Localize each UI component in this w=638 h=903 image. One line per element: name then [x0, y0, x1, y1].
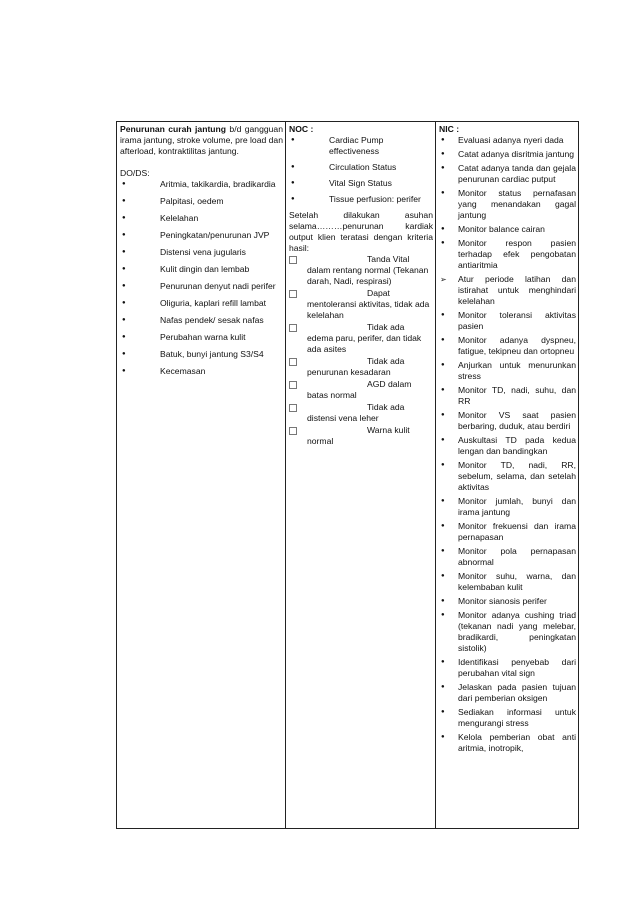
- nic-intervention-item: ● Catat adanya tanda dan gejala penurunan cardiac putput: [439, 163, 576, 185]
- noc-criteria-item: [289, 254, 433, 287]
- dods-label: DO/DS:: [120, 168, 150, 178]
- noc-outcome-item: ● Vital Sign Status: [289, 178, 433, 189]
- care-plan-row: [117, 122, 579, 829]
- nic-intervention-item: ● Monitor toleransi aktivitas pasien: [439, 310, 576, 332]
- noc-criteria-item: [289, 379, 433, 401]
- diagnosis-description: b/d gangguan irama jantung, stroke volume, pre load dan afterload, kontraktilitas jantung.: [120, 124, 283, 156]
- sign-item: ● Kulit dingin dan lembab: [120, 264, 283, 275]
- noc-outcome-item: ● Cardiac Pump effectiveness: [289, 135, 433, 157]
- nic-intervention-item: ● Catat adanya disritmia jantung: [439, 149, 576, 160]
- nic-intervention-item: ● Monitor TD, nadi, RR, sebelum, selama, dan setelah aktivitas: [439, 460, 576, 493]
- nic-intervention-item: ➢ Atur periode latihan dan istirahat untuk menghindari kelelahan: [439, 274, 576, 307]
- sign-item: ● Kelelahan: [120, 213, 283, 224]
- noc-criteria-item: [289, 425, 433, 447]
- nic-intervention-item: ● Monitor jumlah, bunyi dan irama jantung: [439, 496, 576, 518]
- nic-intervention-item: ● Monitor pola pernapasan abnormal: [439, 546, 576, 568]
- nic-intervention-item: ● Monitor adanya cushing triad (tekanan nadi yang melebar, bradikardi, peningkatan sistolik): [439, 610, 576, 654]
- noc-label: NOC :: [289, 124, 314, 134]
- checkbox-square-icon: [289, 427, 297, 435]
- nic-intervention-item: ● Anjurkan untuk menurunkan stress: [439, 360, 576, 382]
- sign-item: ● Aritmia, takikardia, bradikardia: [120, 179, 283, 190]
- nic-intervention-item: ● Auskultasi TD pada kedua lengan dan bandingkan: [439, 435, 576, 457]
- nic-intervention-list: [439, 135, 576, 754]
- noc-criteria-list: [289, 254, 433, 447]
- sign-item: ● Nafas pendek/ sesak nafas: [120, 315, 283, 326]
- noc-criteria-text: Dapat mentoleransi aktivitas, tidak ada kelelahan: [307, 288, 430, 320]
- noc-criteria-item: [289, 322, 433, 355]
- noc-cell: [286, 122, 436, 829]
- signs-list: [120, 179, 283, 377]
- sign-item: ● Distensi vena jugularis: [120, 247, 283, 258]
- checkbox-square-icon: [289, 381, 297, 389]
- noc-outcome-item: ● Circulation Status: [289, 162, 433, 173]
- sign-item: ● Batuk, bunyi jantung S3/S4: [120, 349, 283, 360]
- nic-intervention-item: ● Monitor adanya dyspneu, fatigue, tekipneu dan ortopneu: [439, 335, 576, 357]
- nic-intervention-item: ● Identifikasi penyebab dari perubahan vital sign: [439, 657, 576, 679]
- care-plan-table: [116, 121, 579, 829]
- noc-criteria-text: Tidak ada penurunan kesadaran: [307, 356, 405, 377]
- nic-intervention-item: ● Monitor respon pasien terhadap efek pengobatan antiaritmia: [439, 238, 576, 271]
- checkbox-square-icon: [289, 358, 297, 366]
- sign-item: ● Peningkatan/penurunan JVP: [120, 230, 283, 241]
- nic-label: NIC :: [439, 124, 460, 134]
- noc-criteria-text: AGD dalam batas normal: [307, 379, 412, 400]
- nic-intervention-item: ● Evaluasi adanya nyeri dada: [439, 135, 576, 146]
- noc-criteria-text: Tidak ada edema paru, perifer, dan tidak ada asites: [307, 322, 422, 354]
- nic-intervention-item: ● Kelola pemberian obat anti aritmia, inotropik,: [439, 732, 576, 754]
- nic-intervention-item: ● Monitor frekuensi dan irama pernapasan: [439, 521, 576, 543]
- nic-intervention-item: ● Monitor TD, nadi, suhu, dan RR: [439, 385, 576, 407]
- noc-criteria-item: [289, 288, 433, 321]
- nic-intervention-item: ● Jelaskan pada pasien tujuan dari pemberian oksigen: [439, 682, 576, 704]
- nic-cell: [436, 122, 579, 829]
- checkbox-square-icon: [289, 324, 297, 332]
- checkbox-square-icon: [289, 404, 297, 412]
- diagnosis-title: Penurunan curah jantung: [120, 124, 227, 134]
- sign-item: ● Penurunan denyut nadi perifer: [120, 281, 283, 292]
- nic-intervention-item: ● Monitor status pernafasan yang menandakan gagal jantung: [439, 188, 576, 221]
- noc-outcome-item: ● Tissue perfusion: perifer: [289, 194, 433, 205]
- sign-item: ● Perubahan warna kulit: [120, 332, 283, 343]
- noc-criteria-item: [289, 402, 433, 424]
- nic-intervention-item: ● Sediakan informasi untuk mengurangi stress: [439, 707, 576, 729]
- nic-intervention-item: ● Monitor suhu, warna, dan kelembaban kulit: [439, 571, 576, 593]
- noc-criteria-text: Warna kulit normal: [307, 425, 410, 446]
- noc-criteria-text: Tanda Vital dalam rentang normal (Tekanan darah, Nadi, respirasi): [307, 254, 429, 286]
- sign-item: ● Kecemasan: [120, 366, 283, 377]
- noc-criteria-text: Tidak ada distensi vena leher: [307, 402, 405, 423]
- nic-intervention-item: ● Monitor VS saat pasien berbaring, duduk, atau berdiri: [439, 410, 576, 432]
- sign-item: ● Oliguria, kaplari refill lambat: [120, 298, 283, 309]
- nic-intervention-item: ● Monitor sianosis perifer: [439, 596, 576, 607]
- diagnosis-heading: [120, 124, 283, 157]
- noc-outcome-list: [289, 135, 433, 205]
- nic-intervention-item: ● Monitor balance cairan: [439, 224, 576, 235]
- noc-intro: Setelah dilakukan asuhan selama………penurunan kardiak output klien teratasi dengan kriteria hasil:: [289, 210, 433, 253]
- checkbox-square-icon: [289, 290, 297, 298]
- sign-item: ● Palpitasi, oedem: [120, 196, 283, 207]
- diagnosis-cell: [117, 122, 286, 829]
- checkbox-square-icon: [289, 256, 297, 264]
- noc-criteria-item: [289, 356, 433, 378]
